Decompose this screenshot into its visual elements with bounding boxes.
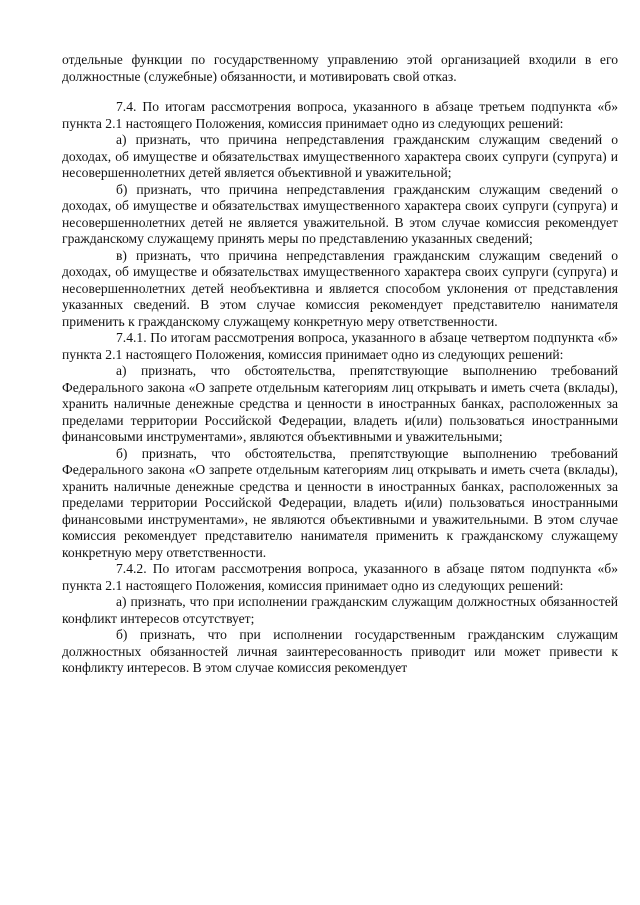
- paragraph-7-4-1-b: б) признать, что обстоятельства, препятствующие выполнению требований Федерального закона «О запрете отдельным категориям лиц открывать и иметь счета (вклады), хранить наличные денежные средства и ценности в иностранных банках, расположенных за пределами территории Российской Федерации, владеть и(или) пользоваться иностранными финансовыми инструментами», не являются объективными и уважительными. В этом случае комиссия рекомендует представителю нанимателя применить к гражданскому служащему конкретную меру ответственности.: [62, 445, 618, 560]
- paragraph-7-4-a: а) признать, что причина непредставления гражданским служащим сведений о доходах, об имуществе и обязательствах имущественного характера своих супруги (супруга) и несовершеннолетних детей является объективной и уважительной;: [62, 132, 618, 180]
- paragraph-7-4-2: 7.4.2. По итогам рассмотрения вопроса, указанного в абзаце пятом подпункта «б» пункта 2.1 настоящего Положения, комиссия принимает одно из следующих решений:: [62, 561, 618, 593]
- paragraph-7-4: 7.4. По итогам рассмотрения вопроса, указанного в абзаце третьем подпункта «б» пункта 2.1 настоящего Положения, комиссия принимает одно из следующих решений:: [62, 99, 618, 131]
- paragraph-7-4-v: в) признать, что причина непредставления гражданским служащим сведений о доходах, об имуществе и обязательствах имущественного характера своих супруги (супруга) и несовершеннолетних детей необъективна и является способом уклонения от представления указанных сведений. В этом случае комиссия рекомендует представителю нанимателя применить к гражданскому служащему конкретную меру ответственности.: [62, 247, 618, 329]
- paragraph-7-4-2-b: б) признать, что при исполнении государственным гражданским служащим должностных обязанностей личная заинтересованность приводит или может привести к конфликту интересов. В этом случае комиссия рекомендует: [62, 627, 618, 675]
- paragraph-7-4-b: б) признать, что причина непредставления гражданским служащим сведений о доходах, об имуществе и обязательствах имущественного характера своих супруги (супруга) и несовершеннолетних детей не является уважительной. В этом случае комиссия рекомендует гражданскому служащему принять меры по представлению указанных сведений;: [62, 181, 618, 246]
- paragraph-7-4-2-a: а) признать, что при исполнении гражданским служащим должностных обязанностей конфликт интересов отсутствует;: [62, 594, 618, 626]
- paragraph-continuation: отдельные функции по государственному управлению этой организацией входили в его должностные (служебные) обязанности, и мотивировать свой отказ.: [62, 52, 618, 84]
- paragraph-7-4-1-a: а) признать, что обстоятельства, препятствующие выполнению требований Федерального закона «О запрете отдельным категориям лиц открывать и иметь счета (вклады), хранить наличные денежные средства и ценности в иностранных банках, расположенных за пределами территории Российской Федерации, владеть и(или) пользоваться иностранными финансовыми инструментами», являются объективными и уважительными;: [62, 363, 618, 444]
- paragraph-spacer: [62, 85, 618, 99]
- paragraph-7-4-1: 7.4.1. По итогам рассмотрения вопроса, указанного в абзаце четвертом подпункта «б» пункта 2.1 настоящего Положения, комиссия принимает одно из следующих решений:: [62, 330, 618, 362]
